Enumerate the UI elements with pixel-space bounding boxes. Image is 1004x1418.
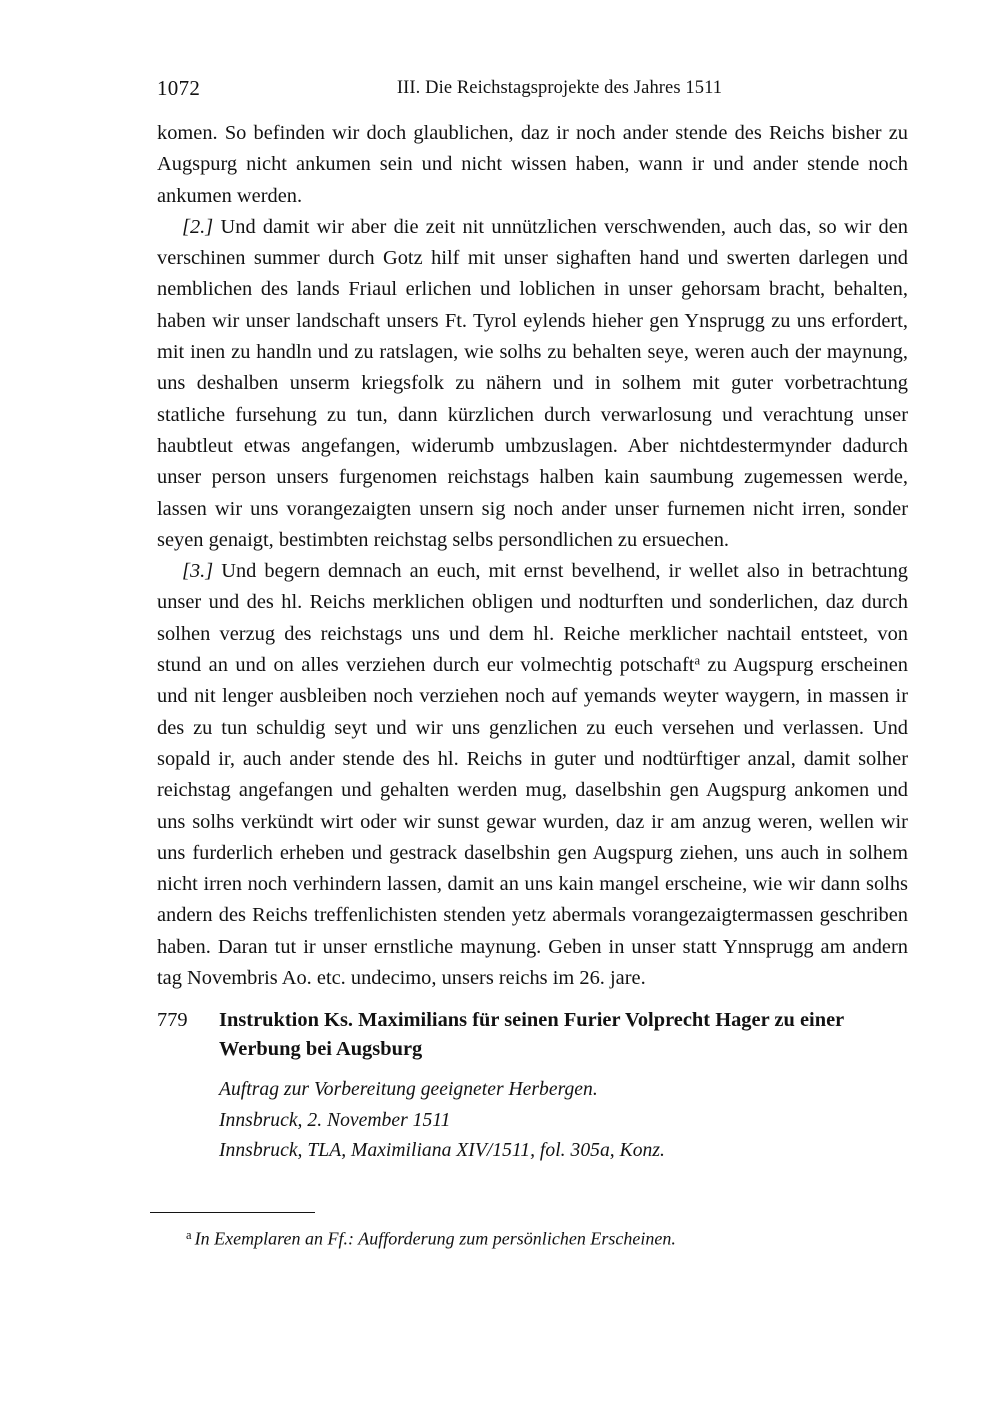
document-entry-source: Innsbruck, TLA, Maximiliana XIV/1511, fol. 305a, Konz.: [219, 1140, 665, 1161]
document-entry-779: [157, 1006, 908, 1167]
paragraph-2-text: Und damit wir aber die zeit nit unnützlichen verschwenden, auch das, so wir den verschinen summer durch Gotz hilf mit unser sighaften hand und swerten darlegen und nemblichen des lands Friaul erlichen und loblichen in unser gehorsam bracht, behalten, haben wir unser landschaft unsers Ft. Tyrol eylends hieher gen Ynsprugg zu uns erfordert, mit inen zu handln und zu ratslagen, wie solhs zu behalten seye, weren auch der maynung, uns deshalben unserm kriegsfolk zu nähern und in solhem mit guter vorbetrachtung statliche fursehung zu tun, dann kürzlichen durch verwarlosung und verachtung unser haubtleut etwas angefangen, widerumb umbzuslagen. Aber nichtdestermynder dadurch unser person unsers furgenomen reichstags halben kain saumbung zugemessen werde, lassen wir uns vorangezaigten unsern sig noch ander unser furnemen nicht irren, sonder seyen genaigt, bestimbten reichstag selbs persondlichen zu ersuechen.: [157, 215, 908, 551]
section-marker-3: [3.]: [182, 560, 214, 583]
paragraph-3: [157, 556, 908, 994]
footnote-reference-a[interactable]: a: [694, 653, 701, 668]
footnote-marker-a: a: [186, 1228, 192, 1242]
paragraph-3-text-after-footnote: zu Augspurg erscheinen und nit lenger ausbleiben noch verziehen noch auf yemands weyter waygern, in massen ir des zu tun schuldig seyt und wir uns genzlichen zu euch versehen und verlassen. Und sopald ir, auch ander stende des hl. Reichs in guter und nodtürftiger anzal, damit solher reichstag angefangen und gehalten werden mug, daselbshin gen Augspurg ankomen und uns solhs verkündt wirt oder wir sunst gewar wurden, daz ir am anzug weren, wellen wir uns furderlich erheben und gestrack daselbshin gen Augspurg ziehen, uns auch in solhem nicht irren noch verhindern lassen, damit an uns kain mangel erscheine, wie wir dann solhs andern des Reichs treffenlichisten stenden yetz abermals vorangezaigtermassen geschriben haben. Daran tut ir unser ernstliche maynung. Geben in unser statt Ynnsprugg am andern tag Novembris Ao. etc. undecimo, unsers reichs im 26. jare.: [157, 654, 908, 990]
document-entry-regest: Auftrag zur Vorbereitung geeigneter Herbergen.: [219, 1079, 598, 1100]
body-text-block: [157, 118, 908, 994]
footnote-item-a: [150, 1222, 908, 1252]
paragraph-3-text-before-footnote: Und begern demnach an euch, mit ernst bevelhend, ir wellet also in betrachtung unser und des hl. Reichs merklichen obligen und nodturften und sonderlichen, daz durch solhen verzug des reichstags uns und dem hl. Reiche merklicher nachtail entsteet, von stund an und on alles verziehen durch eur volmechtig potschaft: [157, 560, 908, 677]
page-folio-number: 1072: [157, 76, 201, 100]
document-entry-title: Instruktion Ks. Maximilians für seinen Furier Volprecht Hager zu einer Werbung bei Augsburg: [219, 1009, 844, 1060]
running-head: [157, 76, 908, 102]
running-head-title: III. Die Reichstagsprojekte des Jahres 1511: [396, 78, 723, 98]
footnote-area: [150, 1212, 908, 1252]
paragraph-continuation: komen. So befinden wir doch glaublichen, daz ir noch ander stende des Reichs bisher zu Augspurg nicht ankumen sein und nicht wissen haben, wann ir und ander stende noch ankumen werden.: [157, 122, 908, 207]
footnote-separator-rule: [150, 1212, 315, 1213]
footnote-text-a: In Exemplaren an Ff.: Aufforderung zum persönlichen Erscheinen.: [194, 1228, 676, 1249]
paragraph-2: [157, 212, 908, 556]
document-entry-place-date: Innsbruck, 2. November 1511: [219, 1109, 451, 1131]
document-entry-number: 779: [157, 1009, 188, 1031]
document-entry-metadata: [157, 1075, 908, 1167]
section-marker-2: [2.]: [182, 215, 214, 238]
document-entry-heading: [157, 1006, 908, 1064]
